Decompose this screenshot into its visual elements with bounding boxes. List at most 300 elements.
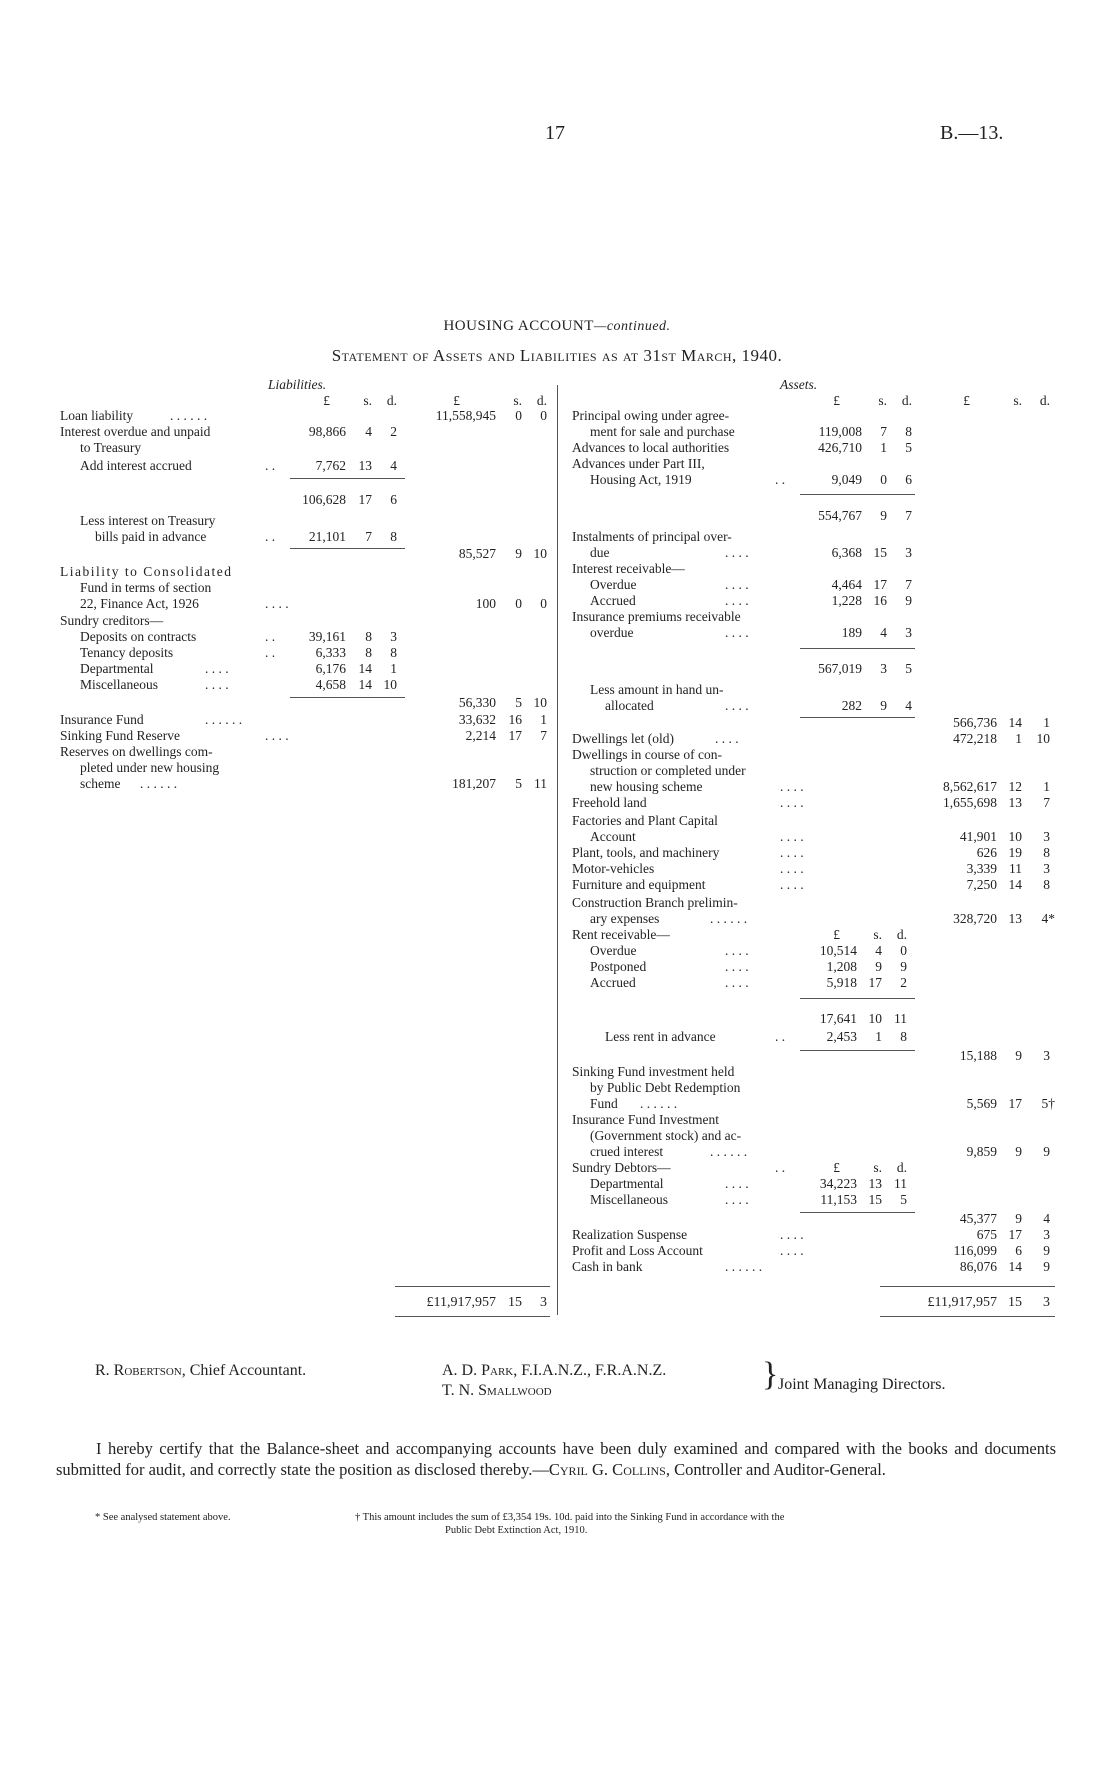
insurance-premiums-label-cont: overdue: [590, 625, 634, 640]
furniture-shillings: 14: [1008, 877, 1022, 892]
profit-loss-pounds: 116,099: [953, 1243, 997, 1258]
less-interest-pounds: 21,101: [308, 529, 346, 544]
furniture-label: Furniture and equipment: [572, 877, 706, 892]
dot-leader: . . . . . .: [640, 1096, 678, 1111]
construction-branch-pence: 4*: [1041, 911, 1055, 926]
dot-leader: . . . .: [725, 943, 749, 958]
net-advances-shillings: 14: [1008, 715, 1022, 730]
rule: [800, 1212, 915, 1213]
creditor-shillings: 8: [365, 645, 372, 660]
net-interest-shillings: 9: [515, 546, 522, 561]
loan-liability-pounds: 11,558,945: [435, 408, 496, 423]
liab-outer-pence-header: d.: [536, 393, 547, 408]
instalments-pence: 3: [905, 545, 912, 560]
interest-overdue-asset-label: Overdue: [590, 577, 637, 592]
rent-item-shillings: 17: [868, 975, 882, 990]
debtor-shillings: 15: [868, 1192, 882, 1207]
realization-suspense-shillings: 17: [1008, 1227, 1022, 1242]
consolidated-pence: 0: [540, 596, 547, 611]
creditor-label: Departmental: [80, 661, 154, 676]
auditor-name: Cyril G. Collins: [548, 1460, 666, 1479]
dot-leader: . . . .: [715, 731, 739, 746]
director-one-name: A. D. Park, F.I.A.N.Z., F.R.A.N.Z.: [442, 1362, 667, 1379]
principal-owing-pence: 8: [905, 424, 912, 439]
loan-liability-shillings: 0: [515, 408, 522, 423]
dot-leader: . . . .: [725, 1192, 749, 1207]
rent-item-pence: 9: [900, 959, 907, 974]
rule: [800, 1050, 915, 1051]
auditor-title: , Controller and Auditor-General.: [665, 1460, 886, 1479]
dot-leader: . . . .: [780, 1227, 804, 1242]
cash-in-bank-shillings: 14: [1008, 1259, 1022, 1274]
reserves-label-cont: pleted under new housing: [80, 760, 220, 775]
consolidated-label: Liability to Consolidated: [60, 564, 233, 579]
motor-vehicles-label: Motor-vehicles: [572, 861, 655, 876]
footnote-star: * See analysed statement above.: [95, 1512, 231, 1523]
debtor-pence: 5: [900, 1192, 907, 1207]
debtor-pounds: 11,153: [820, 1192, 857, 1207]
freehold-land-shillings: 13: [1008, 795, 1022, 810]
column-divider: [557, 385, 558, 1315]
cash-in-bank-label: Cash in bank: [572, 1259, 643, 1274]
dot-leader: . . . .: [725, 577, 749, 592]
rent-receivable-label: Rent receivable—: [572, 927, 670, 942]
dot-leader: . . . .: [780, 829, 804, 844]
net-interest-pence: 10: [533, 546, 547, 561]
assets-outer-pounds-header: £: [963, 393, 970, 408]
creditor-pence: 8: [390, 645, 397, 660]
rent-item-shillings: 4: [875, 943, 882, 958]
interest-subtotal-shillings: 17: [358, 492, 372, 507]
liab-inner-pence-header: d.: [386, 393, 397, 408]
dot-leader: . . . . . .: [205, 712, 243, 727]
assets-total-pounds: £11,917,957: [927, 1295, 997, 1310]
rule: [290, 697, 405, 698]
sinking-investment-label-cont: by Public Debt Redemption: [590, 1080, 741, 1095]
rent-advance-pounds: 2,453: [826, 1029, 857, 1044]
dot-leader: . . . .: [780, 845, 804, 860]
dot-leader: . . . .: [725, 625, 749, 640]
interest-receivable-label: Interest receivable—: [572, 561, 685, 576]
creditor-label: Miscellaneous: [80, 677, 158, 692]
dot-leader: . . . .: [780, 795, 804, 810]
cash-in-bank-pence: 9: [1043, 1259, 1050, 1274]
rule: [395, 1286, 550, 1287]
statement-subtitle: Statement of Assets and Liabilities as at 31st March, 1940.: [331, 346, 783, 365]
advances-local-shillings: 1: [880, 440, 887, 455]
debtors-total-pence: 4: [1043, 1211, 1050, 1226]
debtor-shillings: 13: [868, 1176, 882, 1191]
rule: [800, 717, 915, 718]
construction-branch-label-cont: ary expenses: [590, 911, 660, 926]
dot-leader: . .: [265, 529, 276, 544]
chief-accountant-signature: [95, 1362, 306, 1379]
debtor-label: Departmental: [590, 1176, 664, 1191]
debtor-pence: 11: [894, 1176, 907, 1191]
less-unallocated-label: Less amount in hand un-: [590, 682, 724, 697]
dot-leader: . . . .: [725, 1176, 749, 1191]
sinking-investment-pence: 5†: [1041, 1096, 1055, 1111]
rent-net-shillings: 9: [1015, 1048, 1022, 1063]
advances-local-label: Advances to local authorities: [572, 440, 730, 455]
creditor-pence: 10: [383, 677, 397, 692]
dot-leader: . . . .: [205, 661, 229, 676]
freehold-land-pounds: 1,655,698: [943, 795, 997, 810]
dot-leader: . .: [265, 645, 276, 660]
rent-item-pounds: 5,918: [826, 975, 857, 990]
principal-owing-label: Principal owing under agree-: [572, 408, 730, 423]
rent-item-label: Accrued: [590, 975, 636, 990]
interest-accrued-pence: 9: [905, 593, 912, 608]
advances-part3-label: Advances under Part III,: [572, 456, 705, 471]
interest-accrued-shillings: 16: [873, 593, 887, 608]
liabilities-total-pounds: £11,917,957: [426, 1295, 496, 1310]
rent-subtotal-shillings: 10: [868, 1011, 882, 1026]
rent-pounds-header: £: [833, 927, 840, 942]
liab-inner-shillings-header: s.: [363, 393, 372, 408]
liabilities-heading: Liabilities.: [268, 377, 327, 392]
reserves-pounds: 181,207: [452, 776, 496, 791]
factories-label: Factories and Plant Capital: [572, 813, 718, 828]
less-unallocated-shillings: 9: [880, 698, 887, 713]
dot-leader: . . . .: [265, 596, 289, 611]
rent-net-pence: 3: [1043, 1048, 1050, 1063]
sinking-investment-shillings: 17: [1008, 1096, 1022, 1111]
creditor-label: Deposits on contracts: [80, 629, 197, 644]
assets-subtotal1-pence: 7: [905, 508, 912, 523]
assets-subtotal1-pounds: 554,767: [818, 508, 862, 523]
assets-inner-shillings-header: s.: [878, 393, 887, 408]
creditor-pounds: 6,176: [315, 661, 346, 676]
rent-advance-pence: 8: [900, 1029, 907, 1044]
sinking-investment-pounds: 5,569: [966, 1096, 997, 1111]
insurance-premiums-pence: 3: [905, 625, 912, 640]
liab-outer-pounds-header: £: [453, 393, 460, 408]
furniture-pence: 8: [1043, 877, 1050, 892]
insurance-premiums-pounds: 189: [841, 625, 862, 640]
add-interest-label: Add interest accrued: [80, 458, 192, 473]
dwellings-new-label: Dwellings in course of con-: [572, 747, 722, 762]
interest-overdue-asset-shillings: 17: [873, 577, 887, 592]
dot-leader: . . . .: [780, 877, 804, 892]
reserves-pence: 11: [534, 776, 547, 791]
cash-in-bank-pounds: 86,076: [959, 1259, 997, 1274]
dwellings-let-pence: 10: [1036, 731, 1050, 746]
interest-overdue-shillings: 4: [365, 424, 372, 439]
rent-advance-shillings: 1: [875, 1029, 882, 1044]
liabilities-total-shillings: 15: [508, 1295, 522, 1310]
insurance-premiums-shillings: 4: [880, 625, 887, 640]
interest-overdue-asset-pence: 7: [905, 577, 912, 592]
debtor-label: Miscellaneous: [590, 1192, 668, 1207]
loan-liability-pence: 0: [540, 408, 547, 423]
insurance-premiums-label: Insurance premiums receivable: [572, 609, 741, 624]
plant-tools-shillings: 19: [1008, 845, 1022, 860]
advances-part3-shillings: 0: [880, 472, 887, 487]
rent-item-pounds: 1,208: [826, 959, 857, 974]
dwellings-let-shillings: 1: [1015, 731, 1022, 746]
dwellings-new-pounds: 8,562,617: [943, 779, 997, 794]
dwellings-new-pence: 1: [1043, 779, 1050, 794]
dot-leader: . .: [775, 1029, 786, 1044]
dwellings-let-pounds: 472,218: [953, 731, 997, 746]
liabilities-total-pence: 3: [540, 1295, 547, 1310]
creditors-total-pounds: 56,330: [458, 695, 496, 710]
debtors-shillings-header: s.: [873, 1160, 882, 1175]
less-unallocated-pence: 4: [905, 698, 912, 713]
rule: [800, 494, 915, 495]
brace-glyph: }: [762, 1356, 779, 1393]
consolidated-label-cont2: 22, Finance Act, 1926: [80, 596, 199, 611]
insurance-investment-pounds: 9,859: [966, 1144, 997, 1159]
dot-leader: . . . .: [780, 1243, 804, 1258]
sinking-fund-pence: 7: [540, 728, 547, 743]
creditor-pounds: 4,658: [315, 677, 346, 692]
assets-outer-pence-header: d.: [1039, 393, 1050, 408]
realization-suspense-label: Realization Suspense: [572, 1227, 688, 1242]
less-interest-pence: 8: [390, 529, 397, 544]
creditor-shillings: 14: [358, 661, 372, 676]
dot-leader: . . . .: [265, 728, 289, 743]
joint-directors-title: Joint Managing Directors.: [778, 1376, 946, 1393]
realization-suspense-pounds: 675: [976, 1227, 997, 1242]
creditor-shillings: 8: [365, 629, 372, 644]
rule: [880, 1316, 1055, 1317]
rent-item-shillings: 9: [875, 959, 882, 974]
dot-leader: . . . .: [780, 861, 804, 876]
advances-part3-label-cont: Housing Act, 1919: [590, 472, 692, 487]
dot-leader: . .: [265, 458, 276, 473]
interest-overdue-label-cont: to Treasury: [80, 440, 142, 455]
insurance-fund-pence: 1: [540, 712, 547, 727]
add-interest-shillings: 13: [358, 458, 372, 473]
dot-leader: . . . .: [725, 959, 749, 974]
dot-leader: . . . .: [205, 677, 229, 692]
rent-shillings-header: s.: [873, 927, 882, 942]
assets-total-shillings: 15: [1008, 1295, 1022, 1310]
title-main: HOUSING ACCOUNT: [443, 318, 594, 334]
factories-pence: 3: [1043, 829, 1050, 844]
rule: [800, 648, 915, 649]
chief-accountant-name: R. Robertson: [95, 1362, 182, 1379]
dot-leader: . . . . . .: [170, 408, 208, 423]
creditor-shillings: 14: [358, 677, 372, 692]
rule: [880, 1286, 1055, 1287]
insurance-fund-pounds: 33,632: [458, 712, 496, 727]
dot-leader: . . . . . .: [140, 776, 178, 791]
assets-total-pence: 3: [1043, 1295, 1050, 1310]
interest-accrued-label: Accrued: [590, 593, 636, 608]
interest-subtotal-pence: 6: [390, 492, 397, 507]
construction-branch-label: Construction Branch prelimin-: [572, 895, 738, 910]
consolidated-shillings: 0: [515, 596, 522, 611]
sinking-fund-label: Sinking Fund Reserve: [60, 728, 180, 743]
rent-subtotal-pounds: 17,641: [819, 1011, 857, 1026]
profit-loss-pence: 9: [1043, 1243, 1050, 1258]
chief-accountant-title: , Chief Accountant.: [181, 1362, 307, 1379]
profit-loss-shillings: 6: [1015, 1243, 1022, 1258]
creditors-total-shillings: 5: [515, 695, 522, 710]
debtor-pounds: 34,223: [819, 1176, 857, 1191]
factories-label-cont: Account: [590, 829, 636, 844]
furniture-pounds: 7,250: [966, 877, 997, 892]
dot-leader: . . . . . .: [710, 911, 748, 926]
less-unallocated-pounds: 282: [841, 698, 862, 713]
rent-advance-label: Less rent in advance: [605, 1029, 716, 1044]
profit-loss-label: Profit and Loss Account: [572, 1243, 703, 1258]
sundry-debtors-label: Sundry Debtors—: [572, 1160, 671, 1175]
page-number: 17: [545, 122, 565, 144]
principal-owing-shillings: 7: [880, 424, 887, 439]
debtors-pence-header: d.: [896, 1160, 907, 1175]
add-interest-pounds: 7,762: [315, 458, 346, 473]
sinking-fund-pounds: 2,214: [465, 728, 496, 743]
principal-owing-label-cont: ment for sale and purchase: [590, 424, 735, 439]
dot-leader: . . . .: [725, 698, 749, 713]
advances-local-pence: 5: [905, 440, 912, 455]
certificate-text: I hereby certify that the Balance-sheet and accompanying accounts have been duly examined and compared with the books and documents submitted for audit, and correctly state the position as disclosed thereby.—: [56, 1439, 1056, 1479]
net-advances-pounds: 566,736: [953, 715, 997, 730]
insurance-investment-label-cont: (Government stock) and ac-: [590, 1128, 742, 1143]
footnote-dagger: † This amount includes the sum of £3,354 19s. 10d. paid into the Sinking Fund in accordance with the: [355, 1512, 785, 1523]
reserves-shillings: 5: [515, 776, 522, 791]
rule: [800, 998, 915, 999]
factories-pounds: 41,901: [959, 829, 997, 844]
rule: [290, 548, 405, 549]
less-interest-shillings: 7: [365, 529, 372, 544]
freehold-land-label: Freehold land: [572, 795, 647, 810]
title-suffix: —continued.: [593, 319, 671, 334]
motor-vehicles-pounds: 3,339: [966, 861, 997, 876]
factories-shillings: 10: [1008, 829, 1022, 844]
debtors-total-pounds: 45,377: [959, 1211, 997, 1226]
creditor-pence: 3: [390, 629, 397, 644]
advances-part3-pounds: 9,049: [831, 472, 862, 487]
assets-outer-shillings-header: s.: [1013, 393, 1022, 408]
creditor-pounds: 6,333: [315, 645, 346, 660]
assets-subtotal2-pence: 5: [905, 661, 912, 676]
sinking-investment-label-cont2: Fund: [590, 1096, 618, 1111]
sinking-fund-shillings: 17: [508, 728, 522, 743]
dot-leader: . . . .: [725, 975, 749, 990]
realization-suspense-pence: 3: [1043, 1227, 1050, 1242]
creditor-label: Tenancy deposits: [80, 645, 174, 660]
debtors-total-shillings: 9: [1015, 1211, 1022, 1226]
document-reference: B.—13.: [940, 122, 1004, 144]
add-interest-pence: 4: [390, 458, 397, 473]
interest-overdue-pence: 2: [390, 424, 397, 439]
sundry-creditors-label: Sundry creditors—: [60, 613, 164, 628]
rent-item-pence: 2: [900, 975, 907, 990]
reserves-label-cont2: scheme: [80, 776, 121, 791]
motor-vehicles-shillings: 11: [1009, 861, 1022, 876]
net-interest-pounds: 85,527: [458, 546, 496, 561]
plant-tools-pence: 8: [1043, 845, 1050, 860]
less-interest-label: Less interest on Treasury: [80, 513, 216, 528]
dot-leader: . .: [265, 629, 276, 644]
loan-liability-label: Loan liability: [60, 408, 134, 423]
advances-part3-pence: 6: [905, 472, 912, 487]
principal-owing-pounds: 119,008: [818, 424, 862, 439]
instalments-pounds: 6,368: [831, 545, 862, 560]
sinking-investment-label: Sinking Fund investment held: [572, 1064, 735, 1079]
director-two-name: T. N. Smallwood: [442, 1382, 552, 1399]
insurance-investment-label-cont2: crued interest: [590, 1144, 664, 1159]
dot-leader: . .: [775, 1160, 786, 1175]
rent-item-pounds: 10,514: [819, 943, 857, 958]
advances-local-pounds: 426,710: [818, 440, 862, 455]
insurance-fund-label: Insurance Fund: [60, 712, 144, 727]
rent-pence-header: d.: [896, 927, 907, 942]
construction-branch-shillings: 13: [1008, 911, 1022, 926]
instalments-shillings: 15: [873, 545, 887, 560]
rule: [395, 1316, 550, 1317]
rule: [290, 478, 405, 479]
audit-certificate: [56, 1438, 1056, 1480]
instalments-label-cont: due: [590, 545, 610, 560]
freehold-land-pence: 7: [1043, 795, 1050, 810]
construction-branch-pounds: 328,720: [953, 911, 997, 926]
footnote-dagger-cont: Public Debt Extinction Act, 1910.: [445, 1525, 588, 1536]
creditor-pounds: 39,161: [308, 629, 346, 644]
consolidated-label-cont: Fund in terms of section: [80, 580, 212, 595]
assets-inner-pence-header: d.: [901, 393, 912, 408]
rent-item-pence: 0: [900, 943, 907, 958]
dot-leader: . .: [775, 472, 786, 487]
assets-inner-pounds-header: £: [833, 393, 840, 408]
dot-leader: . . . .: [725, 545, 749, 560]
dot-leader: . . . .: [725, 593, 749, 608]
dwellings-new-label-cont: struction or completed under: [590, 763, 746, 778]
dot-leader: . . . . . .: [725, 1259, 763, 1274]
debtors-pounds-header: £: [833, 1160, 840, 1175]
rent-item-label: Overdue: [590, 943, 637, 958]
interest-accrued-pounds: 1,228: [831, 593, 862, 608]
assets-subtotal1-shillings: 9: [880, 508, 887, 523]
dot-leader: . . . .: [780, 779, 804, 794]
plant-tools-label: Plant, tools, and machinery: [572, 845, 720, 860]
less-interest-label-cont: bills paid in advance: [95, 529, 207, 544]
plant-tools-pounds: 626: [976, 845, 997, 860]
insurance-investment-shillings: 9: [1015, 1144, 1022, 1159]
insurance-investment-pence: 9: [1043, 1144, 1050, 1159]
liab-outer-shillings-header: s.: [513, 393, 522, 408]
dwellings-new-label-cont2: new housing scheme: [590, 779, 703, 794]
dot-leader: . . . . . .: [710, 1144, 748, 1159]
insurance-investment-label: Insurance Fund Investment: [572, 1112, 719, 1127]
interest-subtotal-pounds: 106,628: [302, 492, 346, 507]
assets-heading: Assets.: [780, 377, 818, 392]
rent-net-pounds: 15,188: [959, 1048, 997, 1063]
instalments-label: Instalments of principal over-: [572, 529, 732, 544]
statement-title: [0, 318, 1114, 335]
consolidated-pounds: 100: [475, 596, 496, 611]
rent-subtotal-pence: 11: [894, 1011, 907, 1026]
motor-vehicles-pence: 3: [1043, 861, 1050, 876]
assets-subtotal2-pounds: 567,019: [818, 661, 862, 676]
interest-overdue-pounds: 98,866: [308, 424, 346, 439]
insurance-fund-shillings: 16: [508, 712, 522, 727]
assets-subtotal2-shillings: 3: [880, 661, 887, 676]
less-unallocated-label-cont: allocated: [605, 698, 654, 713]
reserves-label: Reserves on dwellings com-: [60, 744, 213, 759]
interest-overdue-label: Interest overdue and unpaid: [60, 424, 211, 439]
creditor-pence: 1: [390, 661, 397, 676]
interest-overdue-asset-pounds: 4,464: [831, 577, 862, 592]
liab-inner-pounds-header: £: [323, 393, 330, 408]
dwellings-let-label: Dwellings let (old): [572, 731, 674, 746]
rent-item-label: Postponed: [590, 959, 647, 974]
